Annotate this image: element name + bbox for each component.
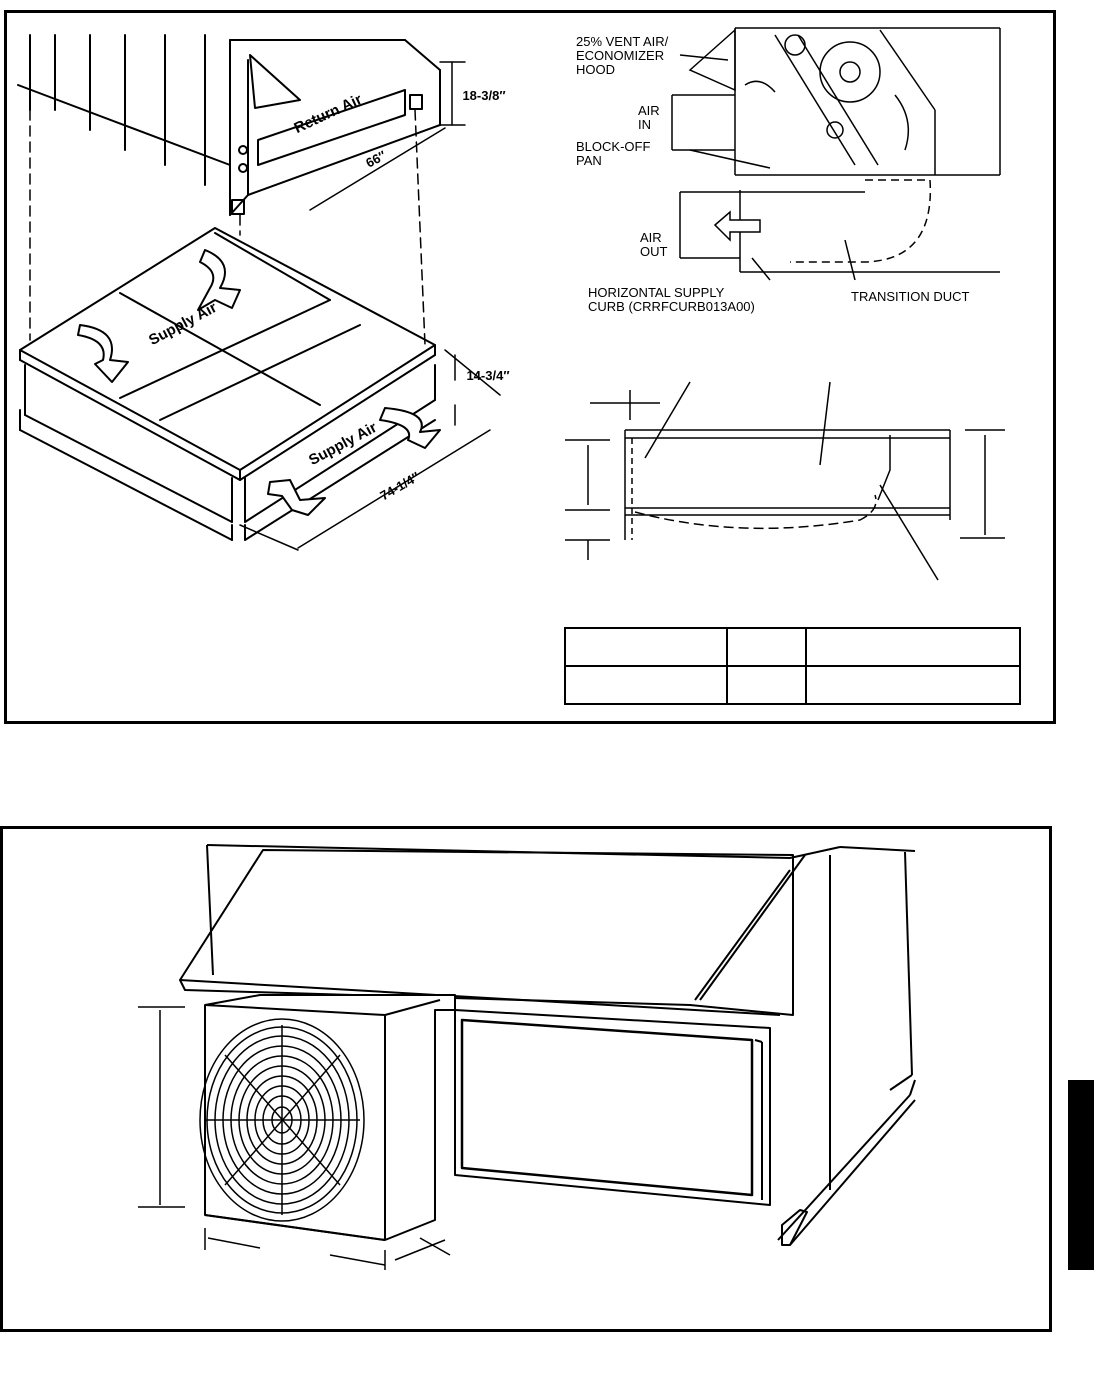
dim-height-curb: 14-3/4″ (466, 368, 510, 383)
horizontal-curb-label: HORIZONTAL SUPPLY CURB (CRRFCURB013A00) (588, 285, 755, 314)
air-in-label: AIR IN (638, 103, 660, 132)
air-out-label: AIR OUT (640, 230, 668, 259)
transition-duct-label: TRANSITION DUCT (851, 289, 970, 304)
supply-air-side-text: Supply Air (306, 419, 380, 470)
vent-hood-label: 25% VENT AIR/ ECONOMIZER HOOD (576, 34, 669, 77)
supply-air-top-text: Supply Air (146, 299, 220, 350)
dim-height-top: 18-3/8″ (462, 88, 506, 103)
return-air-text: Return Air (291, 90, 365, 138)
block-off-pan-label: BLOCK-OFF PAN (576, 139, 651, 168)
section-tab-marker (1068, 1080, 1094, 1270)
dim-length-curb: 74-1/4″ (377, 468, 423, 504)
dim-length-top: 66″ (363, 147, 389, 171)
